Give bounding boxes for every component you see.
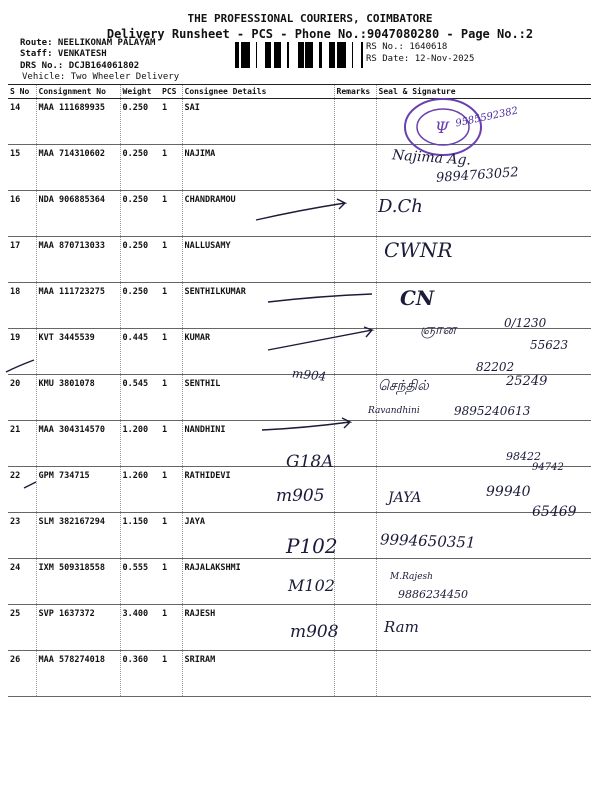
row-consignee: RAJALAKSHMI xyxy=(182,559,334,605)
row-consignee: NALLUSAMY xyxy=(182,237,334,283)
row-consignee: RAJESH xyxy=(182,605,334,651)
row-sno: 15 xyxy=(8,145,36,191)
handwriting-phone-19: 55623 xyxy=(530,338,569,352)
col-seal-signature: Seal & Signature xyxy=(376,85,591,99)
row-consignment: MAA 111723275 xyxy=(36,283,120,329)
row-weight: 0.250 xyxy=(120,99,160,145)
barcode-bar xyxy=(343,42,346,68)
table-row xyxy=(8,237,591,283)
col-remarks: Remarks xyxy=(334,85,376,99)
barcode-bar xyxy=(319,42,322,68)
barcode-bar xyxy=(238,42,239,68)
svg-text:Ψ: Ψ xyxy=(435,118,450,137)
row-remarks xyxy=(334,651,376,697)
handwriting-sign-20: செந்தில் xyxy=(378,378,429,394)
barcode-bar xyxy=(268,42,269,68)
row-remarks xyxy=(334,329,376,375)
row-pcs: 1 xyxy=(160,375,182,421)
row-consignee: NAJIMA xyxy=(182,145,334,191)
row-weight: 1.260 xyxy=(120,467,160,513)
handwriting-remark-23: m905 xyxy=(276,486,325,506)
row-sno: 25 xyxy=(8,605,36,651)
handwriting-sign-23: JAYA xyxy=(388,490,422,506)
barcode-bar xyxy=(361,42,363,68)
row-remarks xyxy=(334,191,376,237)
handwriting-phone-24: 9994650351 xyxy=(379,530,476,552)
row-weight: 0.250 xyxy=(120,191,160,237)
row-consignee: SENTHILKUMAR xyxy=(182,283,334,329)
row-consignment: KMU 3801078 xyxy=(36,375,120,421)
table-row xyxy=(8,99,591,145)
row-remarks xyxy=(334,283,376,329)
col-weight: Weight xyxy=(120,85,160,99)
barcode-bar xyxy=(307,42,310,68)
barcode-bar xyxy=(241,42,244,68)
row-sno: 24 xyxy=(8,559,36,605)
handwriting-phone-15: 9894763052 xyxy=(435,165,520,186)
row-consignment: GPM 734715 xyxy=(36,467,120,513)
row-consignee: CHANDRAMOU xyxy=(182,191,334,237)
row-sno: 23 xyxy=(8,513,36,559)
col-consignment: Consignment No xyxy=(36,85,120,99)
row-weight: 1.150 xyxy=(120,513,160,559)
row-weight: 0.360 xyxy=(120,651,160,697)
row-consignee: NANDHINI xyxy=(182,421,334,467)
barcode-bar xyxy=(329,42,331,68)
row-remarks xyxy=(334,421,376,467)
row-weight: 0.545 xyxy=(120,375,160,421)
handwriting-name-15: Najima Ag. xyxy=(391,147,472,169)
barcode-bar xyxy=(341,42,343,68)
handwriting-phone-23: 99940 xyxy=(486,484,531,500)
barcode-bar xyxy=(310,42,311,68)
row-weight: 0.445 xyxy=(120,329,160,375)
barcode-bar xyxy=(269,42,271,68)
barcode-bar xyxy=(245,42,247,68)
handwriting-phone-25: 9886234450 xyxy=(398,588,468,601)
row-pcs: 1 xyxy=(160,605,182,651)
row-consignment: MAA 870713033 xyxy=(36,237,120,283)
row-sno: 21 xyxy=(8,421,36,467)
barcode-bar xyxy=(305,42,307,68)
barcode-bar xyxy=(247,42,250,68)
barcode-bar xyxy=(301,42,304,68)
rs-date: RS Date: 12-Nov-2025 xyxy=(366,54,475,64)
row-consignment: MAA 304314570 xyxy=(36,421,120,467)
row-weight: 0.250 xyxy=(120,237,160,283)
handwriting-remark-20: m904 xyxy=(291,366,327,384)
barcode-bar xyxy=(299,42,301,68)
row-remarks xyxy=(334,559,376,605)
row-consignment: SLM 382167294 xyxy=(36,513,120,559)
row-consignee: SAI xyxy=(182,99,334,145)
row-pcs: 1 xyxy=(160,237,182,283)
handwriting-sign-18: CN xyxy=(400,286,435,310)
barcode-bar xyxy=(287,42,289,68)
barcode-bar xyxy=(244,42,245,68)
barcode-bar xyxy=(275,42,277,68)
handwriting-sign-21: Ravandhini xyxy=(368,406,420,416)
barcode-bar xyxy=(265,42,268,68)
row-sno: 14 xyxy=(8,99,36,145)
barcode-bar xyxy=(340,42,341,68)
row-consignment: MAA 111689935 xyxy=(36,99,120,145)
handwriting-phone-20: 25249 xyxy=(506,374,548,389)
table-row xyxy=(8,651,591,697)
row-consignee: RATHIDEVI xyxy=(182,467,334,513)
col-pcs: PCS xyxy=(160,85,182,99)
row-seal xyxy=(376,651,591,697)
row-remarks xyxy=(334,145,376,191)
barcode-bar xyxy=(311,42,313,68)
document-subtitle: Delivery Runsheet - PCS - Phone No.:9047080280 - Page No.:2 xyxy=(106,27,534,41)
row-sno: 22 xyxy=(8,467,36,513)
row-weight: 0.250 xyxy=(120,283,160,329)
row-pcs: 1 xyxy=(160,421,182,467)
handwriting-remark-24: P102 xyxy=(286,534,338,558)
table-header-row xyxy=(8,85,591,99)
handwriting-name-25: M.Rajesh xyxy=(390,572,433,582)
handwriting-remark-25: M102 xyxy=(288,576,335,595)
row-remarks xyxy=(334,605,376,651)
row-pcs: 1 xyxy=(160,99,182,145)
row-pcs: 1 xyxy=(160,145,182,191)
staff-label: Staff: VENKATESH xyxy=(20,49,107,59)
row-consignment: MAA 578274018 xyxy=(36,651,120,697)
barcode-bar xyxy=(235,42,238,68)
row-sno: 17 xyxy=(8,237,36,283)
barcode xyxy=(235,42,363,68)
row-consignment: MAA 714310602 xyxy=(36,145,120,191)
row-consignee: KUMAR xyxy=(182,329,334,375)
row-remarks xyxy=(334,237,376,283)
handwriting-phone2-23: 65469 xyxy=(532,504,577,520)
handwriting-sign-17: CWNR xyxy=(384,238,453,262)
col-sno: S No xyxy=(8,85,36,99)
row-weight: 1.200 xyxy=(120,421,160,467)
row-remarks xyxy=(334,467,376,513)
row-consignee: JAYA xyxy=(182,513,334,559)
row-pcs: 1 xyxy=(160,513,182,559)
row-consignee: SENTHIL xyxy=(182,375,334,421)
row-sno: 20 xyxy=(8,375,36,421)
handwriting-code-19: 0/1230 xyxy=(504,316,547,330)
barcode-bar xyxy=(298,42,299,68)
row-weight: 0.555 xyxy=(120,559,160,605)
handwriting-code2-22: 94742 xyxy=(532,462,564,473)
row-consignment: KVT 3445539 xyxy=(36,329,120,375)
handwriting-sign-19: ஞான xyxy=(420,322,456,338)
barcode-bar xyxy=(331,42,334,68)
drs-label: DRS No.: DCJB164061802 xyxy=(20,61,140,71)
row-sno: 16 xyxy=(8,191,36,237)
barcode-bar xyxy=(256,42,257,68)
row-sno: 26 xyxy=(8,651,36,697)
barcode-bar xyxy=(280,42,281,68)
handwriting-phone-21: 9895240613 xyxy=(454,404,531,418)
row-pcs: 1 xyxy=(160,191,182,237)
handwriting-sign-16: D.Ch xyxy=(378,196,423,217)
barcode-bar xyxy=(274,42,275,68)
table-row xyxy=(8,191,591,237)
row-weight: 0.250 xyxy=(120,145,160,191)
row-pcs: 1 xyxy=(160,651,182,697)
col-consignee: Consignee Details xyxy=(182,85,334,99)
row-pcs: 1 xyxy=(160,559,182,605)
barcode-bar xyxy=(352,42,353,68)
barcode-bar xyxy=(334,42,335,68)
row-pcs: 1 xyxy=(160,329,182,375)
handwriting-code-20: 82202 xyxy=(476,360,515,374)
vehicle-label: Vehicle: Two Wheeler Delivery xyxy=(22,72,180,82)
handwriting-sign-26: Ram xyxy=(384,618,419,636)
row-seal xyxy=(376,421,591,467)
row-consignment: SVP 1637372 xyxy=(36,605,120,651)
barcode-bar xyxy=(277,42,280,68)
row-consignment: NDA 906885364 xyxy=(36,191,120,237)
rs-number: RS No.: 1640618 xyxy=(366,42,448,52)
row-remarks xyxy=(334,513,376,559)
row-pcs: 1 xyxy=(160,467,182,513)
row-sno: 19 xyxy=(8,329,36,375)
row-consignment: IXM 509318558 xyxy=(36,559,120,605)
row-pcs: 1 xyxy=(160,283,182,329)
document-title: THE PROFESSIONAL COURIERS, COIMBATORE xyxy=(187,12,433,25)
row-remarks xyxy=(334,99,376,145)
handwriting-remark-26: m908 xyxy=(290,622,339,642)
handwriting-remark-22: G18A xyxy=(286,452,334,472)
row-weight: 3.400 xyxy=(120,605,160,651)
row-sno: 18 xyxy=(8,283,36,329)
row-consignee: SRIRAM xyxy=(182,651,334,697)
route-label: Route: NEELIKONAM PALAYAM xyxy=(20,38,156,48)
handwriting-phone-14: 9585592382 xyxy=(454,105,520,130)
barcode-bar xyxy=(337,42,340,68)
handwriting-code-22: 98422 xyxy=(506,450,541,463)
